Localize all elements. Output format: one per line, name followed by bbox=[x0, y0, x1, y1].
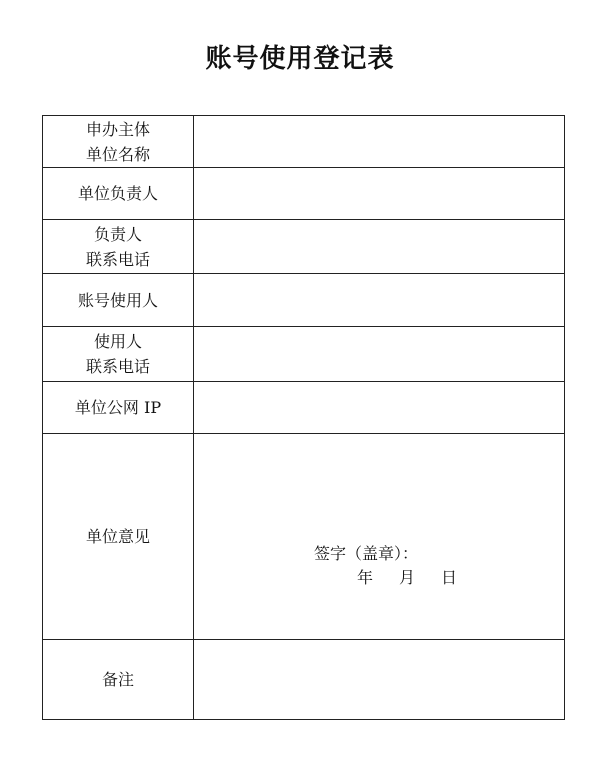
field-applicant-unit-name[interactable] bbox=[194, 116, 565, 168]
table-row bbox=[43, 434, 565, 640]
label-line: 联系电话 bbox=[85, 357, 150, 376]
label-line: 账号使用人 bbox=[77, 290, 158, 310]
label-line: 单位名称 bbox=[85, 144, 150, 164]
field-head-phone[interactable] bbox=[194, 220, 565, 274]
day-label: 日 bbox=[441, 568, 458, 587]
table-row bbox=[43, 168, 565, 220]
label-head-phone bbox=[43, 220, 194, 274]
year-label: 年 bbox=[357, 568, 374, 587]
label-line: 备注 bbox=[101, 670, 134, 689]
label-unit-head bbox=[43, 168, 194, 220]
label-line: 负责人 bbox=[93, 224, 142, 244]
table-row bbox=[43, 274, 565, 327]
signature-seal-label: 签字（盖章）： bbox=[314, 544, 419, 563]
label-applicant-unit-name bbox=[43, 116, 194, 168]
field-remarks[interactable] bbox=[194, 640, 565, 720]
form-title: 账号使用登记表 bbox=[205, 44, 395, 74]
label-public-ip bbox=[43, 382, 194, 434]
label-account-user bbox=[43, 274, 194, 327]
field-account-user[interactable] bbox=[194, 274, 565, 327]
table-row bbox=[43, 327, 565, 382]
label-line: 单位意见 bbox=[85, 527, 150, 546]
date-line bbox=[357, 566, 457, 590]
field-user-phone[interactable] bbox=[194, 327, 565, 382]
label-unit-opinion bbox=[43, 434, 194, 640]
field-public-ip[interactable] bbox=[194, 382, 565, 434]
field-unit-opinion[interactable] bbox=[194, 434, 565, 640]
table-row bbox=[43, 116, 565, 168]
label-line: 联系电话 bbox=[85, 249, 150, 269]
label-line: 单位负责人 bbox=[77, 184, 158, 203]
label-user-phone bbox=[43, 327, 194, 382]
label-remarks bbox=[43, 640, 194, 720]
registration-form-table bbox=[42, 115, 565, 720]
table-row bbox=[43, 382, 565, 434]
label-line: 申办主体 bbox=[85, 119, 150, 139]
label-line: 单位公网 IP bbox=[74, 398, 162, 417]
table-row bbox=[43, 220, 565, 274]
label-line: 使用人 bbox=[93, 332, 142, 351]
field-unit-head[interactable] bbox=[194, 168, 565, 220]
month-label: 月 bbox=[399, 568, 416, 587]
table-row bbox=[43, 640, 565, 720]
